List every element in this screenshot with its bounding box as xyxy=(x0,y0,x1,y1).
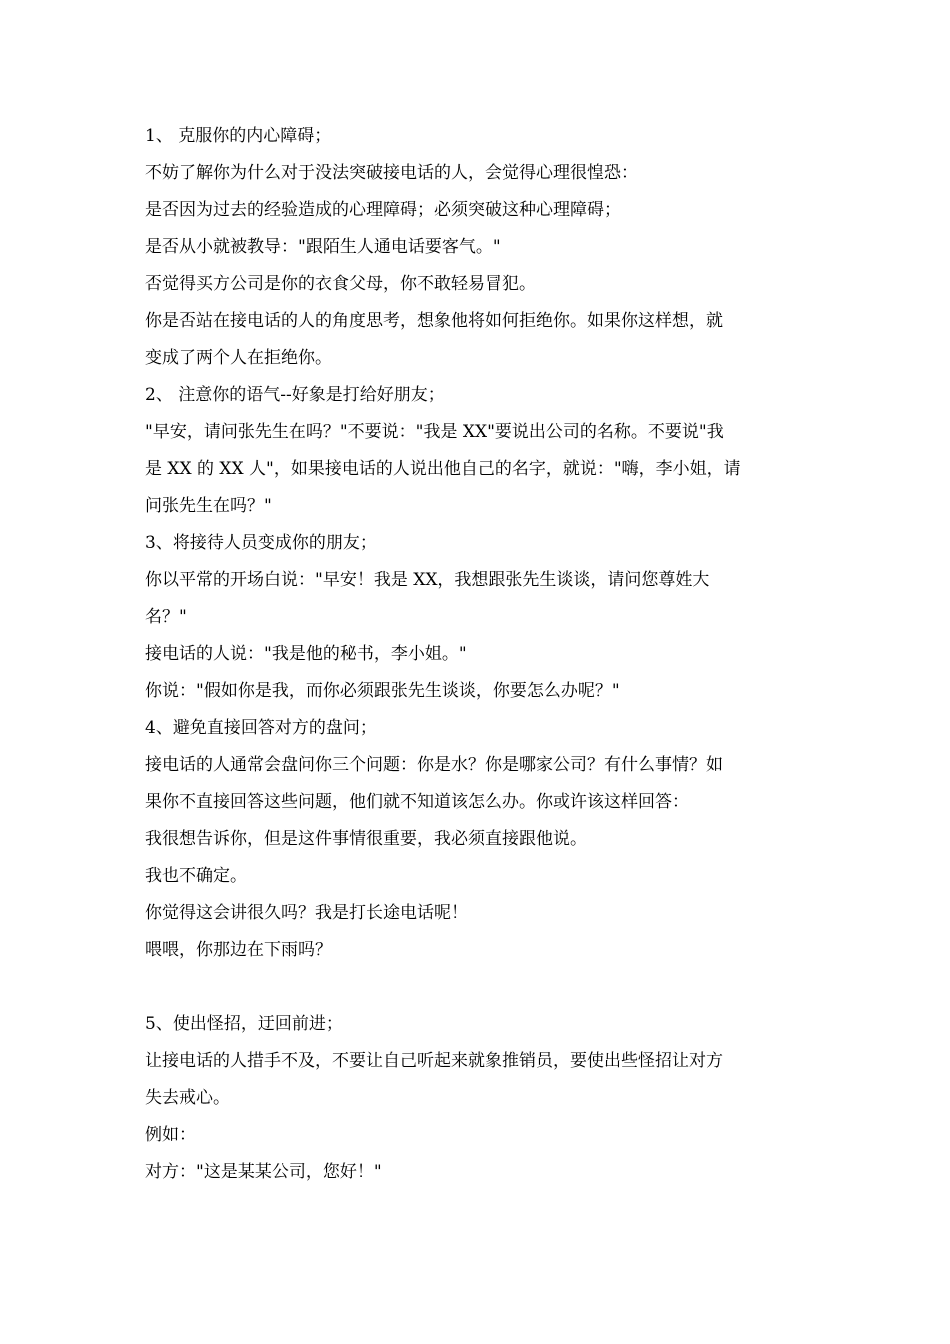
paragraph-line: 是 XX 的 XX 人"，如果接电话的人说出他自己的名字，就说："嗨，李小姐，请 xyxy=(145,459,741,479)
paragraph-line: 让接电话的人措手不及，不要让自己听起来就象推销员，要使出些怪招让对方 xyxy=(145,1051,723,1071)
paragraph-line: 变成了两个人在拒绝你。 xyxy=(145,348,332,368)
paragraph-line: 接电话的人通常会盘问你三个问题：你是水？你是哪家公司？有什么事情？如 xyxy=(145,755,723,775)
paragraph-line: 是否从小就被教导："跟陌生人通电话要客气。" xyxy=(145,237,501,257)
paragraph-line: 你觉得这会讲很久吗？我是打长途电话呢！ xyxy=(145,903,468,923)
paragraph-line: 你以平常的开场白说："早安！我是 XX，我想跟张先生谈谈，请问您尊姓大 xyxy=(145,570,710,590)
paragraph-line: 果你不直接回答这些问题，他们就不知道该怎么办。你或许该这样回答： xyxy=(145,792,689,812)
paragraph-line: 是否因为过去的经验造成的心理障碍；必须突破这种心理障碍； xyxy=(145,200,621,220)
paragraph-line: 对方："这是某某公司，您好！" xyxy=(145,1162,382,1182)
blank-line xyxy=(145,969,815,1006)
paragraph-line: 问张先生在吗？" xyxy=(145,496,272,516)
paragraph-line: 接电话的人说："我是他的秘书，李小姐。" xyxy=(145,644,467,664)
heading-1: 1、 克服你的内心障碍； xyxy=(145,126,332,146)
heading-2: 2、 注意你的语气--好象是打给好朋友； xyxy=(145,385,445,405)
paragraph-line: 否觉得买方公司是你的衣食父母，你不敢轻易冒犯。 xyxy=(145,274,536,294)
paragraph-line: 失去戒心。 xyxy=(145,1088,230,1108)
paragraph-line: 你说："假如你是我，而你必须跟张先生谈谈，你要怎么办呢？" xyxy=(145,681,620,701)
paragraph-line: "早安，请问张先生在吗？"不要说："我是 XX"要说出公司的名称。不要说"我 xyxy=(145,422,724,442)
paragraph-line: 名？" xyxy=(145,607,187,627)
heading-3: 3、将接待人员变成你的朋友； xyxy=(145,533,377,553)
document-body xyxy=(145,118,815,1191)
paragraph-line: 例如： xyxy=(145,1125,196,1145)
paragraph-line: 不妨了解你为什么对于没法突破接电话的人，会觉得心理很惶恐： xyxy=(145,163,638,183)
heading-5: 5、使出怪招，迂回前进； xyxy=(145,1014,343,1034)
paragraph-line: 你是否站在接电话的人的角度思考，想象他将如何拒绝你。如果你这样想，就 xyxy=(145,311,723,331)
heading-4: 4、避免直接回答对方的盘问； xyxy=(145,718,377,738)
paragraph-line: 我很想告诉你，但是这件事情很重要，我必须直接跟他说。 xyxy=(145,829,587,849)
paragraph-line: 我也不确定。 xyxy=(145,866,247,886)
paragraph-line: 喂喂，你那边在下雨吗？ xyxy=(145,940,332,960)
